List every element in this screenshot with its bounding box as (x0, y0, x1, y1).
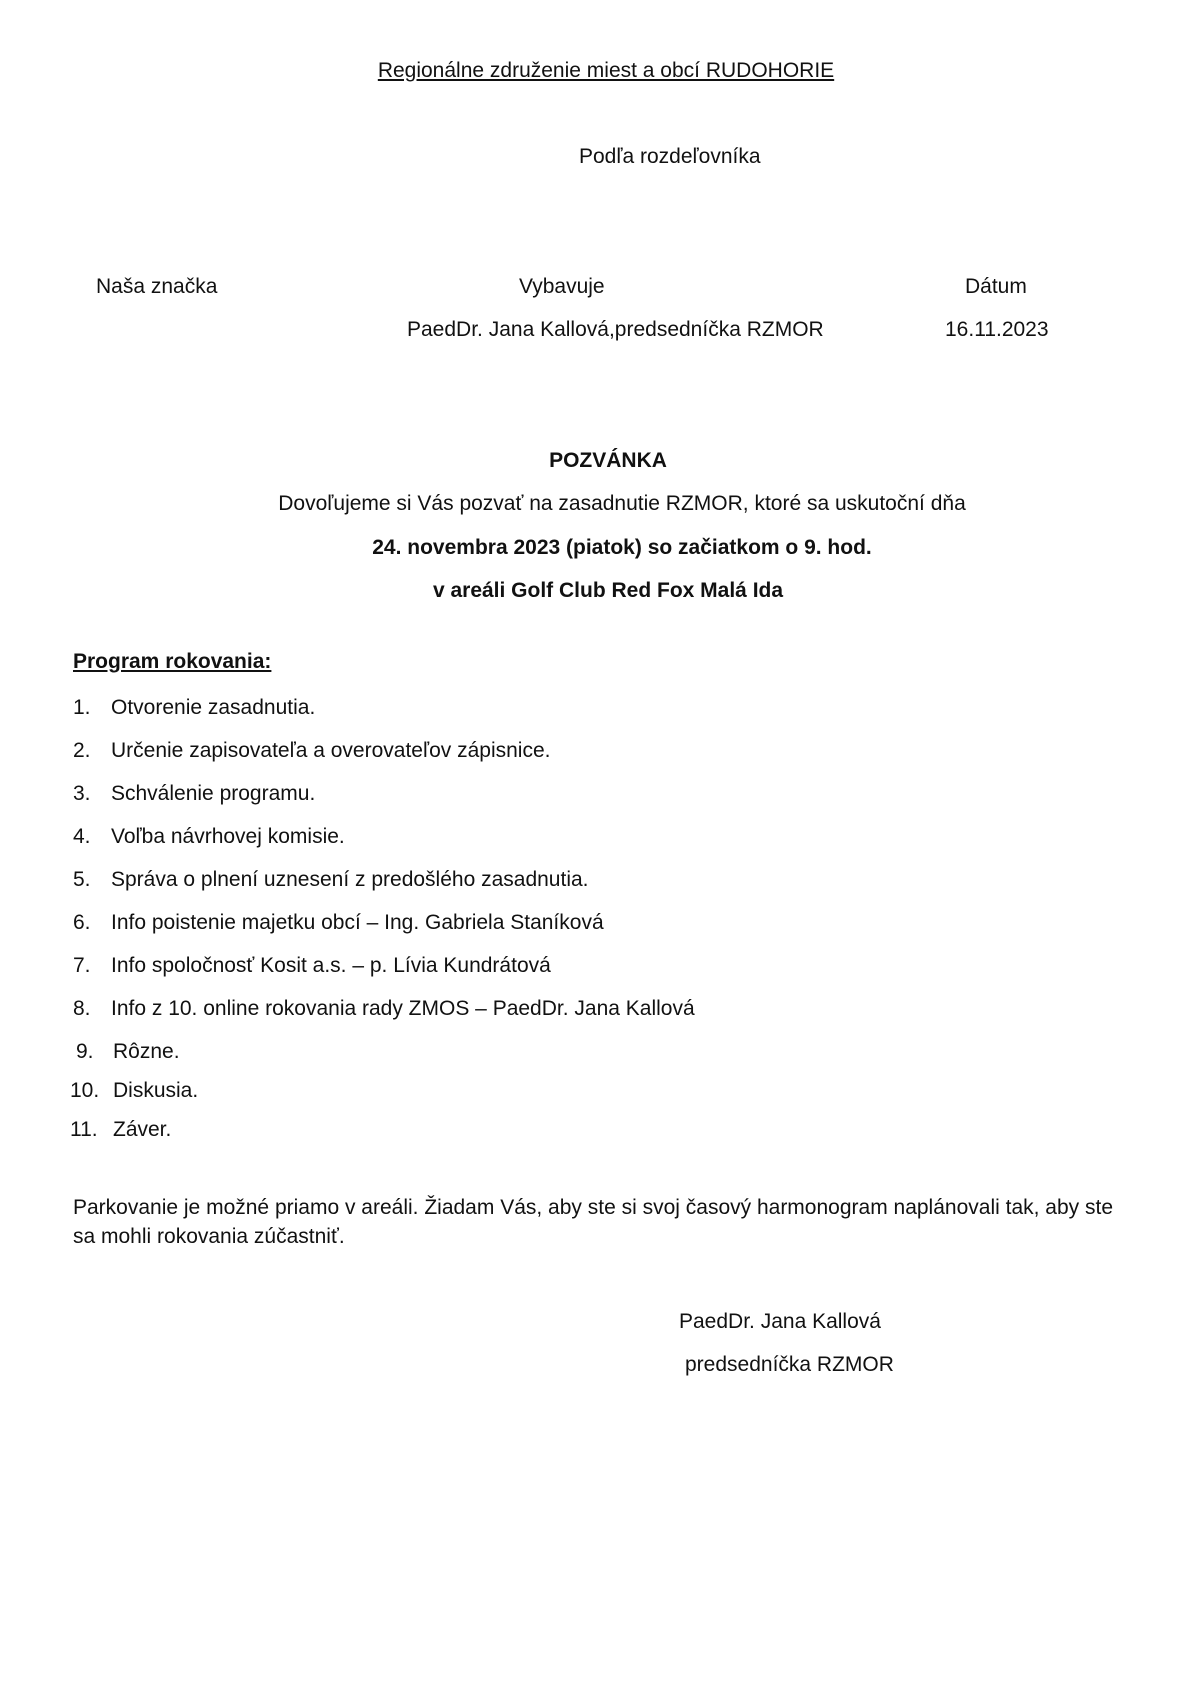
list-item-number: 4. (73, 825, 91, 848)
list-item-number: 11. (70, 1118, 98, 1141)
list-item-text: Schválenie programu. (111, 782, 316, 805)
program-heading: Program rokovania: (73, 650, 272, 673)
list-item-number: 6. (73, 911, 91, 934)
list-item-number: 9. (76, 1040, 94, 1063)
list-item-number: 8. (73, 997, 91, 1020)
list-item-number: 7. (73, 954, 91, 977)
list-item-text: Záver. (113, 1118, 172, 1141)
list-item-number: 3. (73, 782, 91, 805)
list-item-text: Info z 10. online rokovania rady ZMOS – PaedDr. Jana Kallová (111, 997, 695, 1020)
closing-paragraph-line-2: sa mohli rokovania zúčastniť. (73, 1225, 345, 1248)
signature-name: PaedDr. Jana Kallová (679, 1310, 881, 1333)
list-item-number: 10. (70, 1079, 100, 1102)
organization-title: Regionálne združenie miest a obcí RUDOHORIE (377, 59, 835, 82)
date-label: Dátum (965, 275, 1027, 298)
list-item-text: Diskusia. (113, 1079, 199, 1102)
list-item-text: Určenie zapisovateľa a overovateľov zápisnice. (111, 739, 551, 762)
handler-value: PaedDr. Jana Kallová,predsedníčka RZMOR (407, 318, 824, 341)
invitation-line-1: Dovoľujeme si Vás pozvať na zasadnutie RZMOR, ktoré sa uskutoční dňa (278, 492, 966, 515)
list-item-text: Správa o plnení uznesení z predošlého zasadnutia. (111, 868, 589, 891)
invitation-line-2: 24. novembra 2023 (piatok) so začiatkom o 9. hod. (372, 536, 872, 559)
list-item-text: Info spoločnosť Kosit a.s. – p. Lívia Kundrátová (111, 954, 551, 977)
list-item-text: Info poistenie majetku obcí – Ing. Gabriela Staníková (111, 911, 604, 934)
invitation-line-3: v areáli Golf Club Red Fox Malá Ida (432, 579, 784, 602)
list-item-number: 2. (73, 739, 91, 762)
recipient-line: Podľa rozdeľovníka (579, 145, 761, 168)
reference-label: Naša značka (96, 275, 218, 298)
list-item-text: Otvorenie zasadnutia. (111, 696, 316, 719)
handler-label: Vybavuje (519, 275, 605, 298)
closing-paragraph-line-1: Parkovanie je možné priamo v areáli. Žiadam Vás, aby ste si svoj časový harmonogram naplánovali tak, aby ste (73, 1196, 1113, 1219)
list-item-text: Rôzne. (113, 1040, 180, 1063)
invitation-title: POZVÁNKA (549, 449, 667, 472)
list-item-number: 5. (73, 868, 91, 891)
date-value: 16.11.2023 (945, 318, 1049, 341)
list-item-text: Voľba návrhovej komisie. (111, 825, 345, 848)
list-item-number: 1. (73, 696, 91, 719)
signature-role: predsedníčka RZMOR (685, 1353, 894, 1376)
